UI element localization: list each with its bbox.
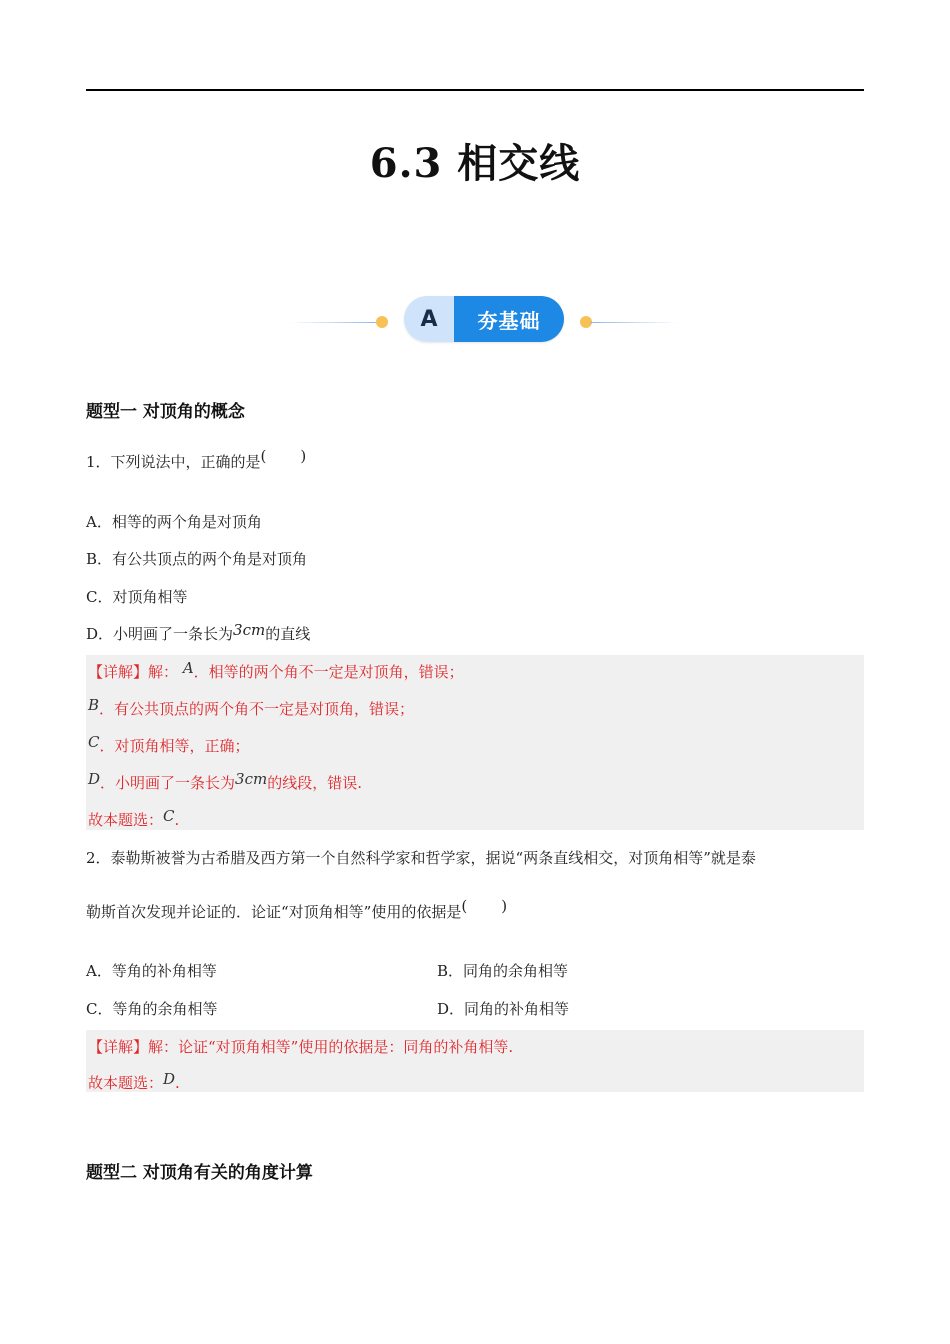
question-2-stem-line-1: 2．泰勒斯被誉为古希腊及西方第一个自然科学家和哲学家，据说“两条直线相交，对顶角相等”就是泰: [86, 849, 756, 867]
q2-answer-box: [86, 1030, 864, 1092]
answer-blank: ( ): [260, 447, 307, 465]
banner-label: 夯基础: [454, 296, 564, 342]
q2-option-c: C．等角的余角相等: [86, 1000, 218, 1018]
banner-pill: [404, 296, 564, 342]
q2-option-b: B．同角的余角相等: [437, 962, 569, 980]
q1-option-b: B．有公共顶点的两个角是对顶角: [86, 550, 308, 568]
q1-option-d: D．小明画了一条长为3cm的直线: [86, 621, 311, 643]
q1-option-c: C．对顶角相等: [86, 588, 188, 606]
q1-answer-line-1: 【详解】解： A．相等的两个角不一定是对顶角，错误；: [88, 659, 464, 681]
section-banner: [290, 296, 680, 342]
banner-letter: A: [404, 296, 454, 342]
answer-blank: ( ): [461, 897, 508, 915]
q1-answer-line-5: 故本题选：C.: [88, 807, 180, 829]
banner-line-left: [290, 322, 378, 323]
q2-option-a: A．等角的补角相等: [86, 962, 217, 980]
q1-option-a: A．相等的两个角是对顶角: [86, 513, 262, 531]
question-1-stem: [86, 447, 307, 472]
header-rule: [86, 89, 864, 91]
q1-answer-line-4: D．小明画了一条长为3cm的线段，错误.: [88, 770, 362, 792]
q2-option-d: D．同角的补角相等: [437, 1000, 570, 1018]
question-2-stem-line-2: 勒斯首次发现并论证的．论证“对顶角相等”使用的依据是( ): [86, 897, 508, 921]
q1-answer-box: [86, 655, 864, 830]
q1-answer-line-3: C．对顶角相等，正确；: [88, 733, 250, 755]
section-heading-2: 题型二 对顶角有关的角度计算: [86, 1163, 313, 1183]
banner-dot-left: [376, 316, 388, 328]
question-1-text: 1．下列说法中，正确的是: [86, 453, 261, 471]
q1-answer-line-2: B．有公共顶点的两个角不一定是对顶角，错误；: [88, 696, 415, 718]
q2-answer-line-1: 【详解】解：论证“对顶角相等”使用的依据是：同角的补角相等.: [88, 1038, 514, 1056]
section-heading-1: 题型一 对顶角的概念: [86, 402, 245, 422]
q2-answer-line-2: 故本题选：D.: [88, 1070, 180, 1092]
page-title: 6.3 相交线: [369, 140, 581, 187]
banner-line-right: [590, 322, 678, 323]
